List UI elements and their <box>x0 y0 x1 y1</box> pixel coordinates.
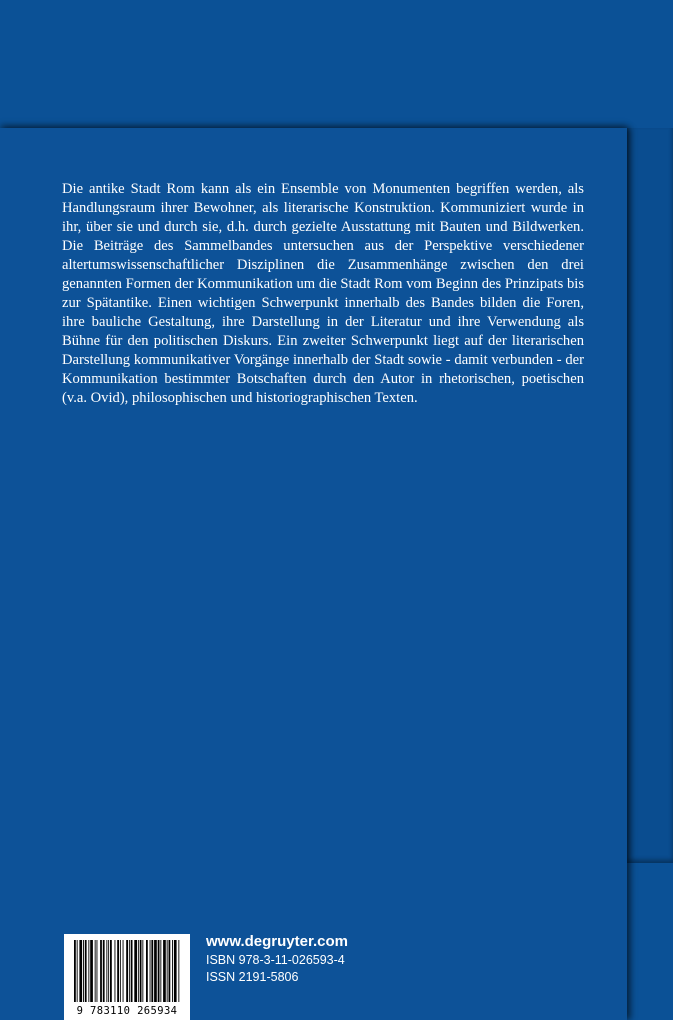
blurb-text: Die antike Stadt Rom kann als ein Ensemble von Monumenten begriffen werden, als Handlungsraum ihrer Bewohner, als literarische Konstruktion. Kommuniziert wurde in ihr, über sie und durch sie, d.h. durch gezielte Ausstattung mit Bauten und Bildwerken. Die Beiträge des Sammelbandes untersuchen aus der Perspektive verschiedener altertumswissenschaftlicher Disziplinen die Zusammenhänge zwischen den drei genannten Formen der Kommunikation um die Stadt Rom vom Beginn des Prinzipats bis zur Spätantike. Einen wichtigen Schwerpunkt innerhalb des Bandes bilden die Foren, ihre bauliche Gestaltung, ihre Darstellung in der Literatur und ihre Verwendung als Bühne für den politischen Diskurs. Ein zweiter Schwerpunkt liegt auf der literarischen Darstellung kommunikativer Vorgänge innerhalb der Stadt sowie - damit verbunden - der Kommunikation bestimmter Botschaften durch den Autor in rhetorischen, poetischen (v.a. Ovid), philosophischen und historiographischen Texten. <box>62 181 584 406</box>
barcode-bars <box>72 940 182 1002</box>
publisher-info <box>206 932 348 986</box>
cover-edge-strip <box>627 128 673 863</box>
isbn-number: ISBN 978-3-11-026593-4 <box>206 953 345 967</box>
isbn-barcode <box>64 934 190 1020</box>
issn-number: ISSN 2191-5806 <box>206 970 299 984</box>
barcode-number: 9 783110 265934 <box>76 1005 178 1017</box>
publisher-url[interactable]: www.degruyter.com <box>206 933 348 950</box>
